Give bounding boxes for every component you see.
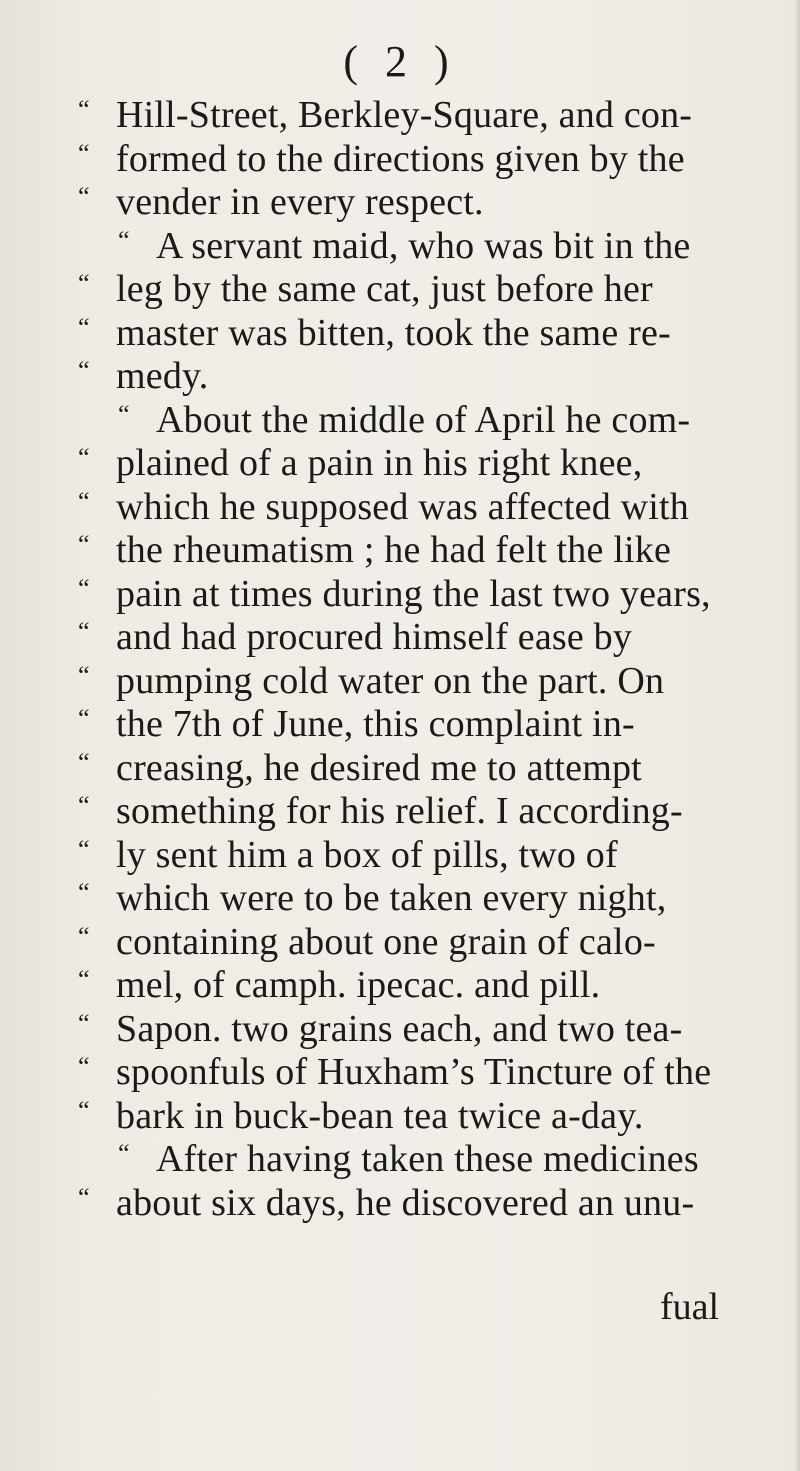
text-line bbox=[78, 181, 778, 225]
text-line bbox=[78, 660, 778, 704]
quote-mark: “ bbox=[78, 530, 90, 559]
line-text: plained of a pain in his right knee, bbox=[116, 442, 643, 484]
quote-mark: “ bbox=[78, 1008, 90, 1038]
line-text: About the middle of April he com- bbox=[156, 398, 691, 441]
quote-mark: “ bbox=[78, 878, 90, 907]
text-line bbox=[78, 312, 778, 356]
quote-mark: “ bbox=[78, 312, 90, 342]
quote-mark: “ bbox=[78, 617, 90, 646]
line-text: formed to the directions given by the bbox=[116, 137, 685, 180]
text-line bbox=[78, 94, 778, 138]
quote-mark: “ bbox=[78, 834, 90, 864]
text-line bbox=[78, 1051, 778, 1095]
text-line bbox=[78, 877, 778, 921]
quote-mark: “ bbox=[78, 965, 90, 994]
line-text: about six days, he discovered an unu- bbox=[116, 1181, 695, 1224]
line-text: A servant maid, who was bit in the bbox=[156, 224, 691, 267]
quote-mark: “ bbox=[78, 269, 90, 298]
quote-mark: “ bbox=[78, 660, 90, 690]
line-text: the 7th of June, this complaint in- bbox=[116, 703, 635, 745]
line-text: pumping cold water on the part. On bbox=[116, 659, 665, 702]
line-text: something for his relief. I according- bbox=[116, 790, 683, 832]
line-text: the rheumatism ; he had felt the like bbox=[116, 529, 672, 571]
catchword: fual bbox=[660, 1286, 720, 1328]
text-line bbox=[78, 1095, 778, 1139]
line-text: which he supposed was affected with bbox=[116, 485, 689, 528]
line-text: Hill-Street, Berkley-Square, and con- bbox=[116, 94, 693, 136]
text-line bbox=[78, 486, 778, 530]
line-text: creasing, he desired me to attempt bbox=[116, 746, 642, 789]
text-line bbox=[78, 703, 778, 747]
text-line bbox=[78, 529, 778, 573]
quote-mark: “ bbox=[78, 95, 90, 124]
quote-mark: “ bbox=[78, 921, 90, 951]
quote-mark: “ bbox=[78, 486, 90, 516]
line-text: containing about one grain of calo- bbox=[116, 920, 656, 963]
line-text: bark in buck-bean tea twice a-day. bbox=[116, 1094, 644, 1137]
text-line bbox=[78, 1008, 778, 1052]
text-line bbox=[78, 138, 778, 182]
line-text: After having taken these medicines bbox=[156, 1138, 699, 1180]
text-line bbox=[78, 225, 778, 269]
text-line bbox=[78, 442, 778, 486]
quote-mark: “ bbox=[78, 747, 90, 777]
text-line bbox=[78, 268, 778, 312]
line-text: spoonfuls of Huxham’s Tincture of the bbox=[116, 1051, 712, 1093]
text-line bbox=[78, 790, 778, 834]
quote-mark: “ bbox=[118, 399, 130, 429]
text-line bbox=[78, 964, 778, 1008]
page-number-header: ( 2 ) bbox=[343, 37, 457, 86]
quote-mark: “ bbox=[78, 138, 90, 168]
quote-mark: “ bbox=[78, 1182, 90, 1212]
line-text: ly sent him a box of pills, two of bbox=[116, 833, 618, 876]
line-text: pain at times during the last two years, bbox=[116, 572, 711, 615]
text-line bbox=[78, 1138, 778, 1182]
line-text: leg by the same cat, just before her bbox=[116, 268, 653, 310]
quote-mark: “ bbox=[78, 356, 90, 385]
line-text: master was bitten, took the same re- bbox=[116, 311, 671, 354]
line-text: and had procured himself ease by bbox=[116, 616, 633, 658]
text-line bbox=[78, 399, 778, 443]
text-line bbox=[78, 616, 778, 660]
quote-mark: “ bbox=[78, 791, 90, 820]
quote-mark: “ bbox=[78, 573, 90, 603]
line-text: Sapon. two grains each, and two tea- bbox=[116, 1007, 683, 1050]
line-text: which were to be taken every night, bbox=[116, 877, 667, 919]
text-line bbox=[78, 355, 778, 399]
quote-mark: “ bbox=[78, 1095, 90, 1125]
page-edge-shadow bbox=[794, 0, 800, 1471]
quote-mark: “ bbox=[78, 704, 90, 733]
quote-mark: “ bbox=[78, 443, 90, 472]
quote-mark: “ bbox=[118, 225, 130, 255]
text-line bbox=[78, 747, 778, 791]
quote-mark: “ bbox=[78, 182, 90, 211]
text-line bbox=[78, 834, 778, 878]
quote-mark: “ bbox=[118, 1139, 130, 1168]
text-line bbox=[78, 921, 778, 965]
text-block bbox=[78, 94, 778, 1225]
quote-mark: “ bbox=[78, 1052, 90, 1081]
line-text: medy. bbox=[116, 355, 209, 397]
text-line bbox=[78, 1182, 778, 1226]
text-line bbox=[78, 573, 778, 617]
line-text: mel, of camph. ipecac. and pill. bbox=[116, 964, 601, 1006]
line-text: vender in every respect. bbox=[116, 181, 484, 223]
